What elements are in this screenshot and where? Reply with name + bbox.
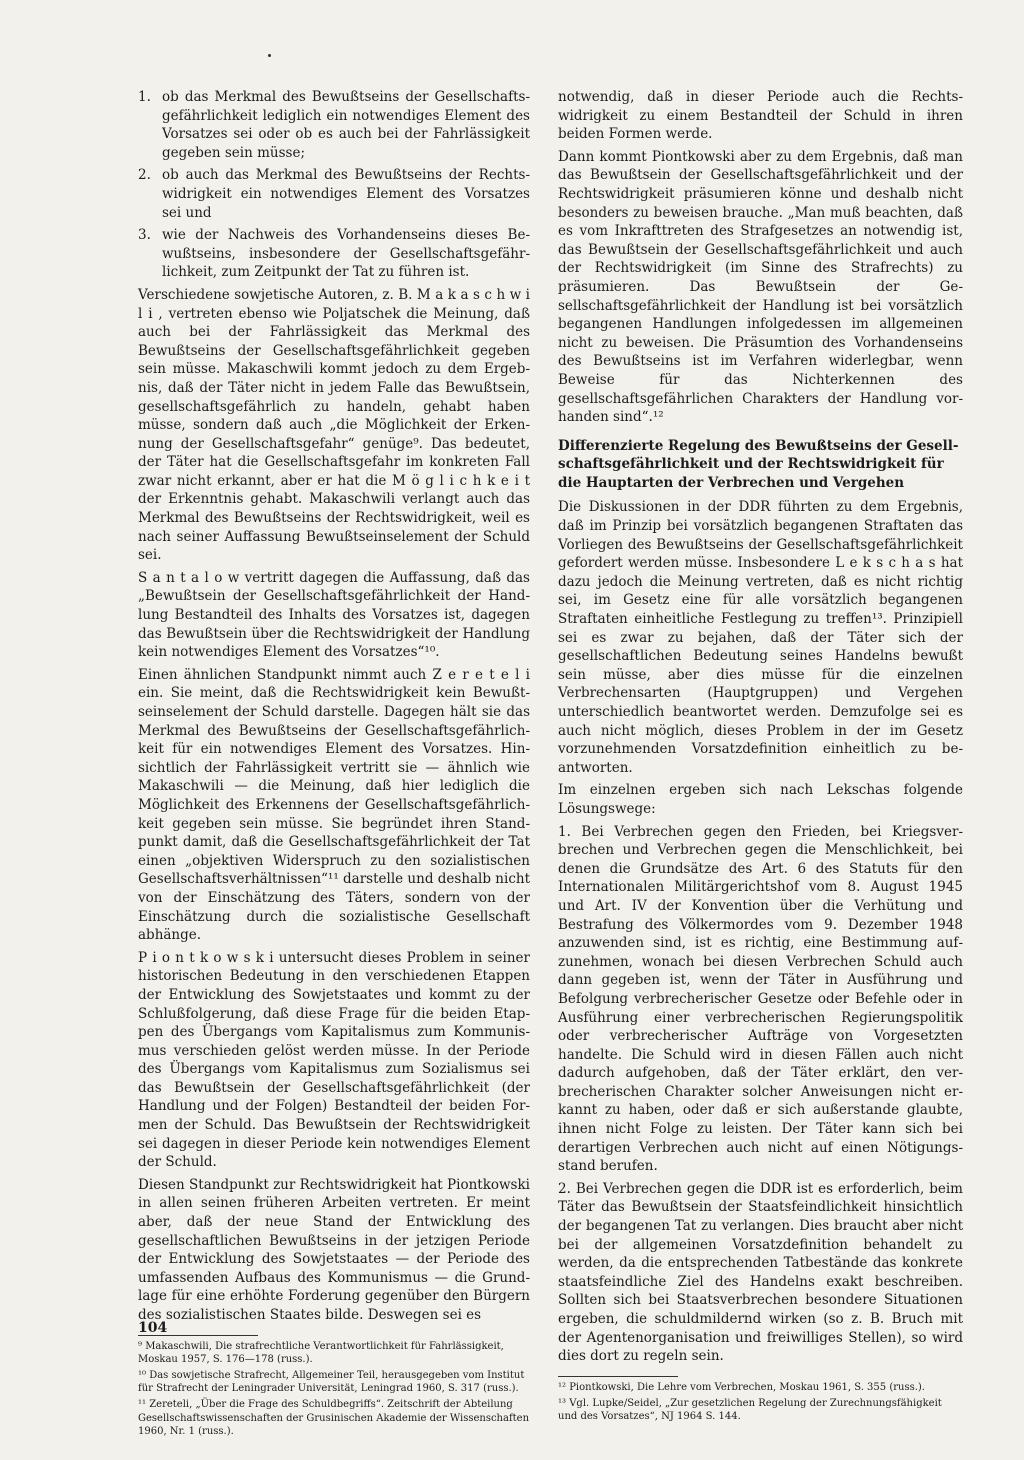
page-number: 104 — [138, 1320, 168, 1336]
footnote: ¹¹ Zereteli, „Über die Frage des Schuldbegriffs“. Zeitschrift der Abteilung Gesellschaftswissenschaften der Grusinischen Akademie der Wissenschaften 1960, Nr. 1 (russ.). — [138, 1399, 530, 1437]
list-number: 3. — [138, 227, 151, 244]
list-number: 2. — [138, 167, 151, 184]
footnote: ¹⁰ Das sowjetische Strafrecht, Allgemeiner Teil, herausgegeben vom Institut für Strafrecht der Leningrader Universität, Leningrad 1960, S. 317 (russ.). — [138, 1370, 525, 1395]
paragraph: Einen ähnlichen Standpunkt nimmt auch Z e r e t e l i ein. Sie meint, daß die Rechtswidrigkeit kein Bewußtseinselement der Schuld darstelle. Dagegen hält sie das Merkmal des Bewußtseins der Gesellschaftsgefährlichkeit für ein notwendiges Element des Vorsatzes. Hinsichtlich der Fahrlässigkeit vertritt sie — ähnlich wie Makaschwili — die Meinung, daß hier lediglich die Möglichkeit des Erkennens der Gesellschaftsgefährlichkeit gegeben sein müsse. Sie begründet ihren Standpunkt damit, daß die Gesellschaftsgefährlichkeit der Tat einen „objektiven Widerspruch zu den sozialistischen Gesellschaftsverhältnissen“¹¹ darstelle und deshalb nicht von der Einschätzung des Täters, sondern von der Einschätzung durch die sozialistische Gesellschaft abhänge. — [138, 666, 531, 944]
paragraph: Diesen Standpunkt zur Rechtswidrigkeit hat Piontkowski in allen seinen früheren Arbeiten vertreten. Er meint aber, daß der neue Stand der Entwicklung des gesellschaftlichen Bewußtseins in der jetzigen Periode der Entwicklung des Sowjetstaates — der Periode des umfassenden Aufbaus des Kommunismus — die Grundlage für eine erhöhte Forderung gegenüber den Bürgern des sozialistischen Staates bilde. Deswegen sei es — [138, 1176, 530, 1323]
paragraph: 1. Bei Verbrechen gegen den Frieden, bei Kriegsverbrechen und Verbrechen gegen die Menschlichkeit, bei denen die Grundsätze des Art. 6 des Statuts für den Internationalen Militärgerichtshof vom 8. August 1945 und Art. IV der Konvention über die Verhütung und Bestrafung des Völkermordes vom 9. Dezember 1948 anzuwenden sind, ist es richtig, eine Bestimmung aufzunehmen, wonach bei diesen Verbrechen Schuld auch dann gegeben ist, wenn der Täter in Ausführung und Befolgung verbrecherischer Gesetze oder Befehle oder in Ausführung einer verbrecherischen Regierungspolitik oder verbrecherischer Aufträge von Vorgesetzten handelte. Die Schuld wird in diesen Fällen auch nicht dadurch aufgehoben, daß der Täter erklärt, den verbrecherischen Charakter solcher Anweisungen nicht erkannt zu haben, oder daß er sich außerstande glaubte, ihnen nicht Folge zu leisten. Der Täter kann sich bei derartigen Verbrechen auch nicht auf einen Nötigungsstand berufen. — [558, 823, 963, 1175]
list-text: ob das Merkmal des Bewußtseins der Gesellschaftsgefährlichkeit lediglich ein notwendiges Element des Vorsatzes sei oder ob es auch bei der Fahrlässigkeit gegeben sein müsse; — [162, 89, 530, 161]
footnote: ⁹ Makaschwili, Die strafrechtliche Verantwortlichkeit für Fahrlässigkeit, Moskau 1957, S. 176—178 (russ.). — [138, 1340, 504, 1365]
list-item — [138, 166, 530, 222]
left-column — [138, 88, 530, 1441]
paragraph: S a n t a l o w vertritt dagegen die Auffassung, daß das „Bewußtsein der Gesellschaftsgefährlichkeit der Handlung Bestandteil des Inhalts des Vorsatzes ist, dagegen das Bewußtsein über die Rechtswidrigkeit der Handlung kein notwendiges Element des Vorsatzes“¹⁰. — [138, 569, 530, 661]
paragraph: P i o n t k o w s k i untersucht dieses Problem in seiner historischen Bedeutung in den verschiedenen Etappen der Entwicklung des Sowjetstaates und kommt zu der Schlußfolgerung, daß diese Frage für die beiden Etappen des Übergangs vom Kapitalismus zum Kommunismus verschieden gelöst werden müsse. In der Periode des Übergangs vom Kapitalismus zum Sozialismus sei das Bewußtsein der Gesellschaftsgefährlichkeit (der Handlung und der Folgen) Bestandteil der beiden Formen der Schuld. Das Bewußtsein der Rechtswidrigkeit sei dagegen in dieser Periode kein notwendiges Element der Schuld. — [138, 949, 530, 1171]
footnote: ¹² Piontkowski, Die Lehre vom Verbrechen, Moskau 1961, S. 355 (russ.). — [558, 1381, 925, 1393]
paragraph: Dann kommt Piontkowski aber zu dem Ergebnis, daß man das Bewußtsein der Gesellschaftsgefährlichkeit und der Rechtswidrigkeit präsumieren könne und deshalb nicht besonders zu beweisen brauche. „Man muß beachten, daß es vom Inkrafttreten des Strafgesetzes an notwendig ist, das Bewußtsein der Gesellschaftsgefährlichkeit und auch der Rechtswidrigkeit (im Sinne des Strafrechts) zu präsumieren. Das Bewußtsein der Gesellschaftsgefährlichkeit der Handlung ist bei vorsätzlich begangenen Handlungen infolgedessen im allgemeinen nicht zu beweisen. Die Präsumtion des Vorhandenseins des Bewußtseins ist im Verfahren widerlegbar, wenn Beweise für das Nichterkennen des gesellschaftsgefährlichen Charakters der Handlung vorhanden sind“.¹² — [558, 148, 963, 426]
list-item — [138, 226, 530, 282]
right-column — [558, 88, 963, 1426]
numbered-list — [138, 88, 530, 282]
footnote-separator — [558, 1376, 678, 1377]
paragraph: Die Diskussionen in der DDR führten zu dem Ergebnis, daß im Prinzip bei vorsätzlich begangenen Straftaten das Vorliegen des Bewußtseins der Gesellschaftsgefährlichkeit gefordert werden müsse. Insbesondere L e k s c h a s hat dazu jedoch die Meinung vertreten, daß es nicht richtig sei, im Gesetz eine für alle vorsätzlich begangenen Straftaten einheitliche Festlegung zu treffen¹³. Prinzipiell sei es zwar zu bejahen, daß der Täter sich der gesellschaftlichen Bedeutung seines Handelns bewußt sein müsse, aber dies müsse für die einzelnen Verbrechensarten (Hauptgruppen) und Vergehen unterschiedlich beantwortet werden. Demzufolge sei es auch nicht möglich, dieses Problem in der im Gesetz vorzunehmenden Vorsatzdefinition einheitlich zu beantworten. — [558, 499, 963, 776]
paragraph: notwendig, daß in dieser Periode auch die Rechtswidrigkeit zu einem Bestandteil der Schuld in ihren beiden Formen werde. — [558, 89, 963, 143]
paragraph: 2. Bei Verbrechen gegen die DDR ist es erforderlich, beim Täter das Bewußtsein der Staatsfeindlichkeit hinsichtlich der begangenen Tat zu verlangen. Dies braucht aber nicht bei der allgemeinen Vorsatzdefinition behandelt zu werden, da die entsprechenden Tatbestände das konkrete staatsfeindliche Ziel des Handelns exakt beschreiben. Sollten sich bei Staatsverbrechen besondere Situationen ergeben, die schuldmildernd wirken (so z. B. Bruch mit der Agentenorganisation und freiwilliges Stellen), so wird dies dort zu regeln sein. — [558, 1180, 963, 1365]
section-heading: Differenzierte Regelung des Bewußtseins der Gesellschaftsgefährlichkeit und der Rechtswidrigkeit für die Hauptarten der Verbrechen und Vergehen — [558, 437, 959, 491]
paragraph: Verschiedene sowjetische Autoren, z. B. M a k a s c h w i l i , vertreten ebenso wie Poljatschek die Meinung, daß auch bei der Fahrlässigkeit das Merkmal des Bewußtseins der Gesellschaftsgefährlichkeit gegeben sein müsse. Makaschwili kommt jedoch zu dem Ergebnis, daß der Täter nicht in jedem Falle das Bewußtsein, gesellschaftsgefährlich zu handeln, gehabt haben müsse, sondern daß auch „die Möglichkeit der Erkennung der Gesellschaftsgefahr“ genüge⁹. Das bedeutet, der Täter hat die Gesellschaftsgefahr im konkreten Fall zwar nicht erkannt, aber er hat die M ö g l i c h k e i t der Erkenntnis gehabt. Makaschwili verlangt auch das Merkmal des Bewußtseins der Rechtswidrigkeit, weil es nach seiner Auffassung Bewußtseinselement der Schuld sei. — [138, 286, 530, 564]
paragraph: Im einzelnen ergeben sich nach Lekschas folgende Lösungswege: — [558, 782, 963, 817]
list-number: 1. — [138, 89, 151, 105]
list-text: ob auch das Merkmal des Bewußtseins der Rechtswidrigkeit ein notwendiges Element des Vorsatzes sei und — [162, 167, 530, 221]
list-text: wie der Nachweis des Vorhandenseins dieses Bewußtseins, insbesondere der Gesellschaftsgefährlichkeit, zum Zeitpunkt der Tat zu führen ist. — [162, 227, 530, 281]
list-item — [138, 88, 530, 162]
footnote: ¹³ Vgl. Lupke/Seidel, „Zur gesetzlichen Regelung der Zurechnungsfähigkeit und des Vorsatzes“, NJ 1964 S. 144. — [558, 1397, 942, 1423]
scan-speck — [268, 54, 271, 57]
